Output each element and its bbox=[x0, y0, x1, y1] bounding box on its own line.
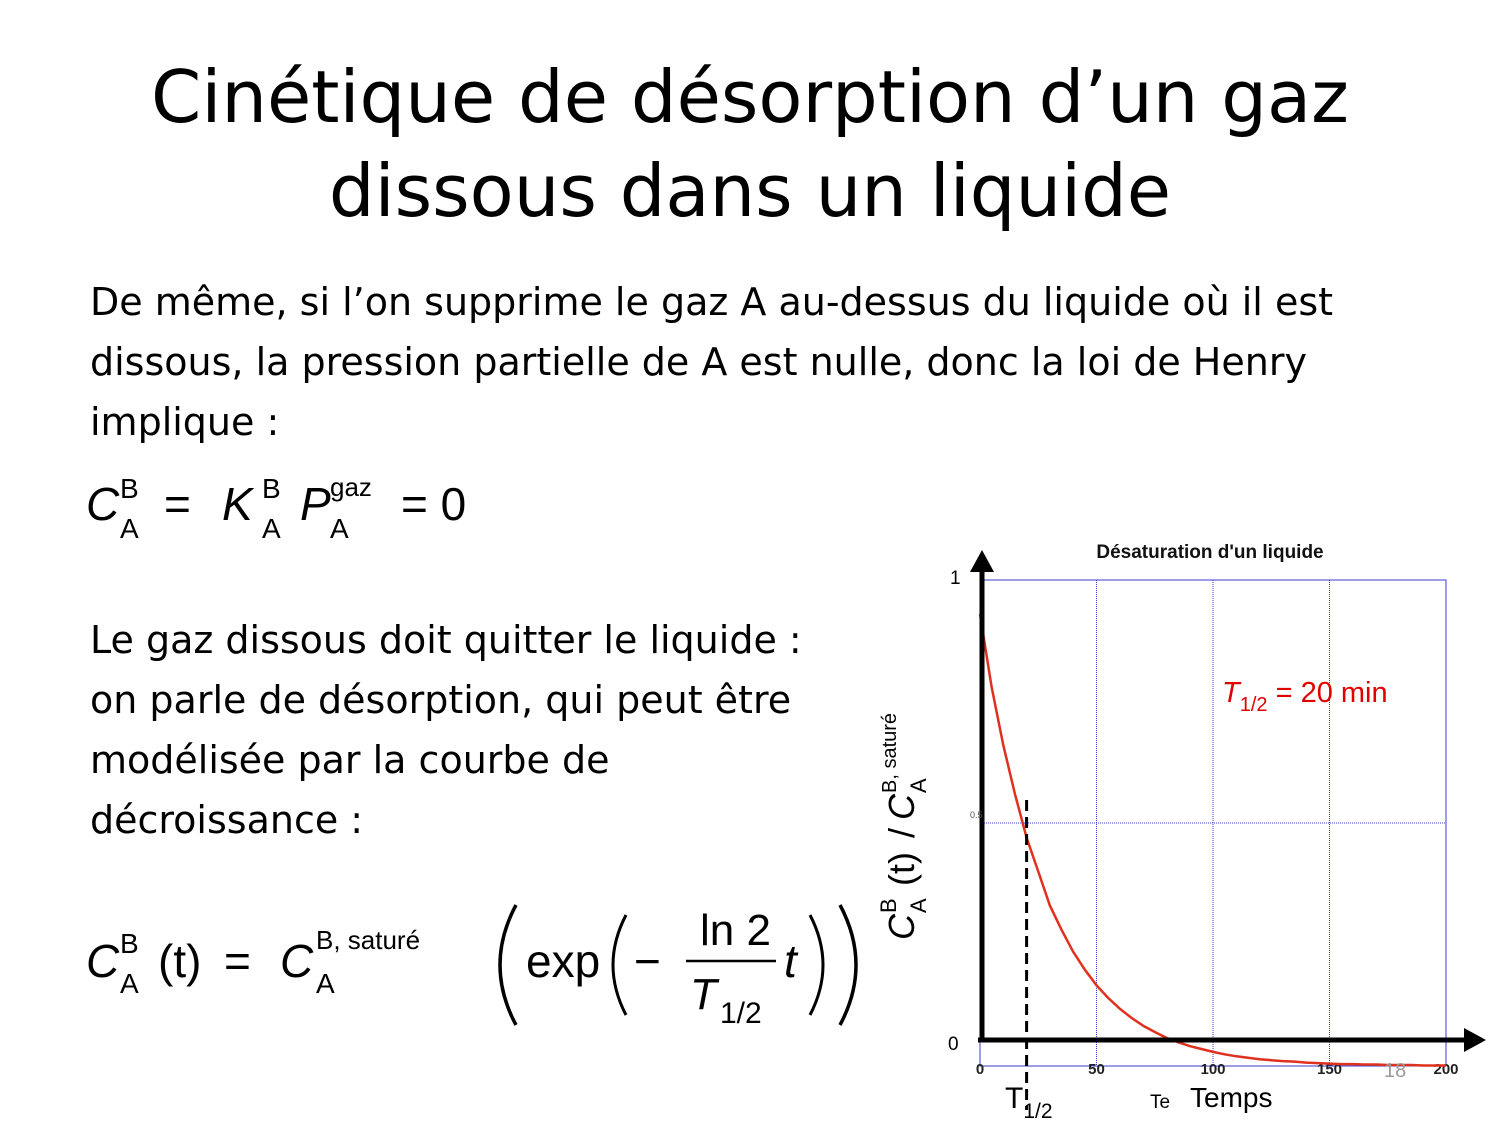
eq1-K-sub: A bbox=[262, 513, 281, 544]
eq1-rhs: = 0 bbox=[401, 478, 467, 530]
half-life-label: $T_{1/2}$ bbox=[1005, 1082, 1053, 1123]
ylabel-sup1: B bbox=[876, 898, 901, 913]
paren-right bbox=[810, 915, 823, 1015]
big-paren-right bbox=[840, 905, 856, 1025]
x-axis-label: Temps bbox=[1190, 1082, 1273, 1113]
half-life-annotation: $T_{1/2} = 20$ min bbox=[1222, 677, 1388, 716]
y-axis-label bbox=[872, 640, 936, 960]
eq2-numerator: ln 2 bbox=[700, 906, 771, 955]
henry-equation bbox=[86, 470, 526, 550]
title-line-1: Cinétique de désorption d’un gaz bbox=[151, 55, 1349, 139]
decay-equation bbox=[86, 895, 886, 1035]
x-tick-0: 0 bbox=[975, 1061, 985, 1078]
ylabel-arg: (t) bbox=[881, 852, 922, 886]
ylabel-sup2: B, saturé bbox=[879, 712, 901, 793]
grid-lines bbox=[980, 580, 1446, 1066]
eq2-lhs-arg: (t) bbox=[158, 935, 202, 987]
ylabel-slash: / bbox=[881, 827, 922, 838]
eq2-lhs-sup: B bbox=[120, 928, 139, 959]
paren-left bbox=[613, 915, 626, 1015]
eq2-rhs-sup: B, saturé bbox=[316, 925, 421, 955]
x-axis-arrowhead bbox=[1464, 1028, 1486, 1052]
y-axis-arrowhead bbox=[970, 550, 994, 572]
eq1-K: K bbox=[222, 478, 253, 530]
x-axis-label-overlay: Te bbox=[1150, 1092, 1171, 1113]
eq1-K-sup: B bbox=[262, 473, 281, 504]
ylabel-C2: C bbox=[881, 794, 922, 820]
eq2-den-T: T bbox=[690, 970, 717, 1019]
eq1-P: P bbox=[300, 478, 331, 530]
eq1-C-sup: B bbox=[120, 473, 139, 504]
eq1-C: C bbox=[86, 478, 120, 530]
title-line-2: dissous dans un liquide bbox=[328, 149, 1172, 233]
chart-title: Désaturation d'un liquide bbox=[1096, 542, 1324, 563]
eq2-t: t bbox=[784, 935, 797, 987]
big-paren-left bbox=[500, 905, 516, 1025]
x-tick-50: 50 bbox=[1088, 1061, 1105, 1078]
ylabel-C: C bbox=[881, 914, 922, 940]
paragraph-desorption: Le gaz dissous doit quitter le liquide : on parle de désorption, qui peut être modélisée par la courbe de décroissance : bbox=[90, 618, 802, 842]
eq2-lhs-sub: A bbox=[120, 968, 139, 999]
eq2-rhs-sub: A bbox=[316, 968, 335, 999]
page-number: 18 bbox=[1384, 1060, 1407, 1082]
eq1-C-sub: A bbox=[120, 513, 139, 544]
slide-title bbox=[0, 50, 1500, 238]
eq2-equals: = bbox=[224, 935, 251, 987]
ylabel-sub2: A bbox=[906, 778, 931, 793]
eq1-equals: = bbox=[164, 478, 191, 530]
eq1-P-sup: gaz bbox=[330, 472, 372, 502]
x-tick-100: 100 bbox=[1200, 1061, 1226, 1078]
paragraph-henry: De même, si l’on supprime le gaz A au-dessus du liquide où il est dissous, la pression partielle de A est nulle, donc la loi de Henry implique : bbox=[90, 280, 1334, 444]
ylabel-sub1: A bbox=[906, 898, 931, 913]
eq2-minus: − bbox=[634, 935, 661, 987]
y-tick-1: 1 bbox=[950, 568, 961, 589]
eq2-lhs-C: C bbox=[86, 935, 120, 987]
y-tick-mid: 0.5 bbox=[970, 810, 983, 820]
eq2-rhs-C: C bbox=[280, 935, 314, 987]
eq2-exp: exp bbox=[526, 935, 601, 987]
desaturation-chart bbox=[930, 530, 1500, 1125]
y-tick-0: 0 bbox=[948, 1034, 959, 1055]
eq2-den-sub: 1/2 bbox=[720, 997, 762, 1030]
x-tick-150: 150 bbox=[1316, 1061, 1343, 1078]
eq1-P-sub: A bbox=[330, 513, 349, 544]
x-tick-200: 200 bbox=[1433, 1061, 1459, 1078]
